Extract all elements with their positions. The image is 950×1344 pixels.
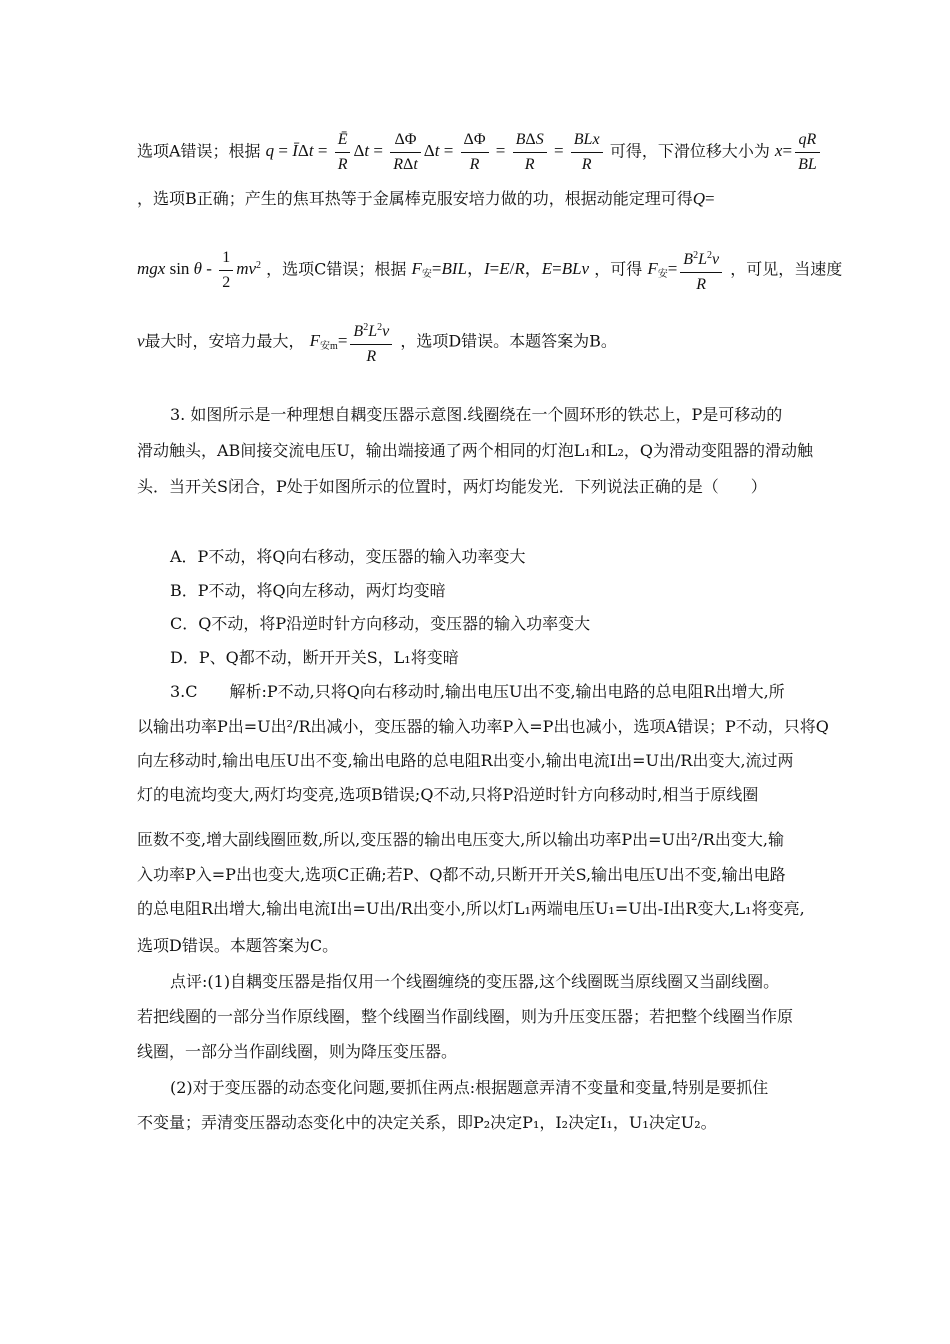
question-stem-line: 滑动触头，AB间接交流电压U，输出端接通了两个相同的灯泡L₁和L₂，Q为滑动变阻器的滑动触 [137, 441, 813, 460]
analysis-line: 入功率P入=P出也变大,选项C正确;若P、Q都不动,只断开开关S,输出电压U出不变,输出电路 [137, 865, 786, 884]
analysis-line: 向左移动时,输出电压U出不变,输出电路的总电阻R出变小,输出电流I出=U出/R出变大,流过两 [137, 751, 794, 770]
solution-line-3 [137, 244, 842, 297]
text-fragment: 最大时，安培力最大， [144, 331, 305, 351]
question-stem-line: 头．当开关S闭合，P处于如图所示的位置时，两灯均能发光．下列说法正确的是（ ） [137, 477, 767, 496]
analysis-line: 选项D错误。本题答案为C。 [137, 936, 339, 955]
text-fragment: 可得，下滑位移大小为 [609, 141, 770, 161]
text-fragment: ，选项B正确；产生的焦耳热等于金属棒克服安培力做的功，根据动能定理可得 [137, 189, 693, 208]
comment-line: 点评:(1)自耦变压器是指仅用一个线圈缠绕的变压器,这个线圈既当原线圈又当副线圈。 [170, 972, 780, 991]
solution-line-4: v最大时，安培力最大， $F_{安m}=$ $\frac{B^2L^2v}{R}$ ，选项D错误。本题答案为B。 [137, 316, 617, 369]
comment-line: (2)对于变压器的动态变化问题,要抓住两点:根据题意弄清不变量和变量,特别是要抓住 [170, 1078, 769, 1097]
analysis-line: 的总电阻R出增大,输出电流I出=U出/R出变小,所以灯L₁两端电压U₁=U出-I出R变大,L₁将变亮, [137, 899, 805, 918]
question-stem-line: 3. 如图所示是一种理想自耦变压器示意图.线圈绕在一个圆环形的铁芯上，P是可移动的 [170, 405, 783, 424]
charge-formula: q = ĪΔt = $\frac{Ē}{R}$ Δt = $\frac{\Delta\Phi}{\text{RΔt}}$ Δt = $\frac{\Delta\Phi}{R}$ = $\frac{\text{BΔS}}{R}$ = $\frac{\text{BLx}}{R}$ [266, 141, 610, 160]
ampere-force-formula: $F_安=$ $\frac{B^2L^2v}{R}$ [647, 259, 725, 278]
ampere-force-relations: $F_安=BIL$，I=E/R，E=BLv [411, 259, 590, 281]
text-fragment: 选项A错误；根据 [137, 141, 261, 161]
text-fragment: ，可得 [594, 259, 643, 279]
solution-line-1 [137, 128, 823, 177]
displacement-formula: x= $\frac{qR}{BL}$ [775, 141, 823, 160]
option-d: D．P、Q都不动，断开开关S，L₁将变暗 [170, 648, 459, 667]
analysis-line: 灯的电流均变大,两灯均变亮,选项B错误;Q不动,只将P沿逆时针方向移动时,相当于原线圈 [137, 785, 759, 804]
text-fragment: ，选项D错误。本题答案为B。 [400, 331, 617, 351]
comment-line: 不变量；弄清变压器动态变化中的决定关系，即P₂决定P₁，I₂决定I₁，U₁决定U₂。 [137, 1113, 717, 1132]
heat-formula: mgx sin θ - $\frac{1}{2}$ $mv^2$ [137, 259, 261, 278]
analysis-line: 以输出功率P出=U出²/R出减小，变压器的输入功率P入=P出也减小，选项A错误；P不动，只将Q [137, 717, 829, 736]
max-ampere-force-formula: $F_{安m}=$ $\frac{B^2L^2v}{R}$ [310, 331, 396, 350]
option-c: C．Q不动，将P沿逆时针方向移动，变压器的输入功率变大 [170, 614, 591, 633]
text-fragment: ，可见，当速度 [730, 259, 843, 279]
text-fragment: ，选项C错误；根据 [266, 259, 407, 279]
comment-line: 若把线圈的一部分当作原线圈，整个线圈当作副线圈，则为升压变压器；若把整个线圈当作原 [137, 1007, 794, 1026]
option-a: A．P不动，将Q向右移动，变压器的输入功率变大 [170, 547, 526, 566]
comment-line: 线圈，一部分当作副线圈，则为降压变压器。 [137, 1042, 458, 1061]
analysis-line: 匝数不变,增大副线圈匝数,所以,变压器的输出电压变大,所以输出功率P出=U出²/R出变大,输 [137, 830, 784, 849]
solution-line-2: ，选项B正确；产生的焦耳热等于金属棒克服安培力做的功，根据动能定理可得Q= [137, 189, 715, 208]
analysis-line: 3.C 解析:P不动,只将Q向右移动时,输出电压U出不变,输出电路的总电阻R出增大,所 [170, 682, 785, 701]
option-b: B．P不动，将Q向左移动，两灯均变暗 [170, 581, 446, 600]
